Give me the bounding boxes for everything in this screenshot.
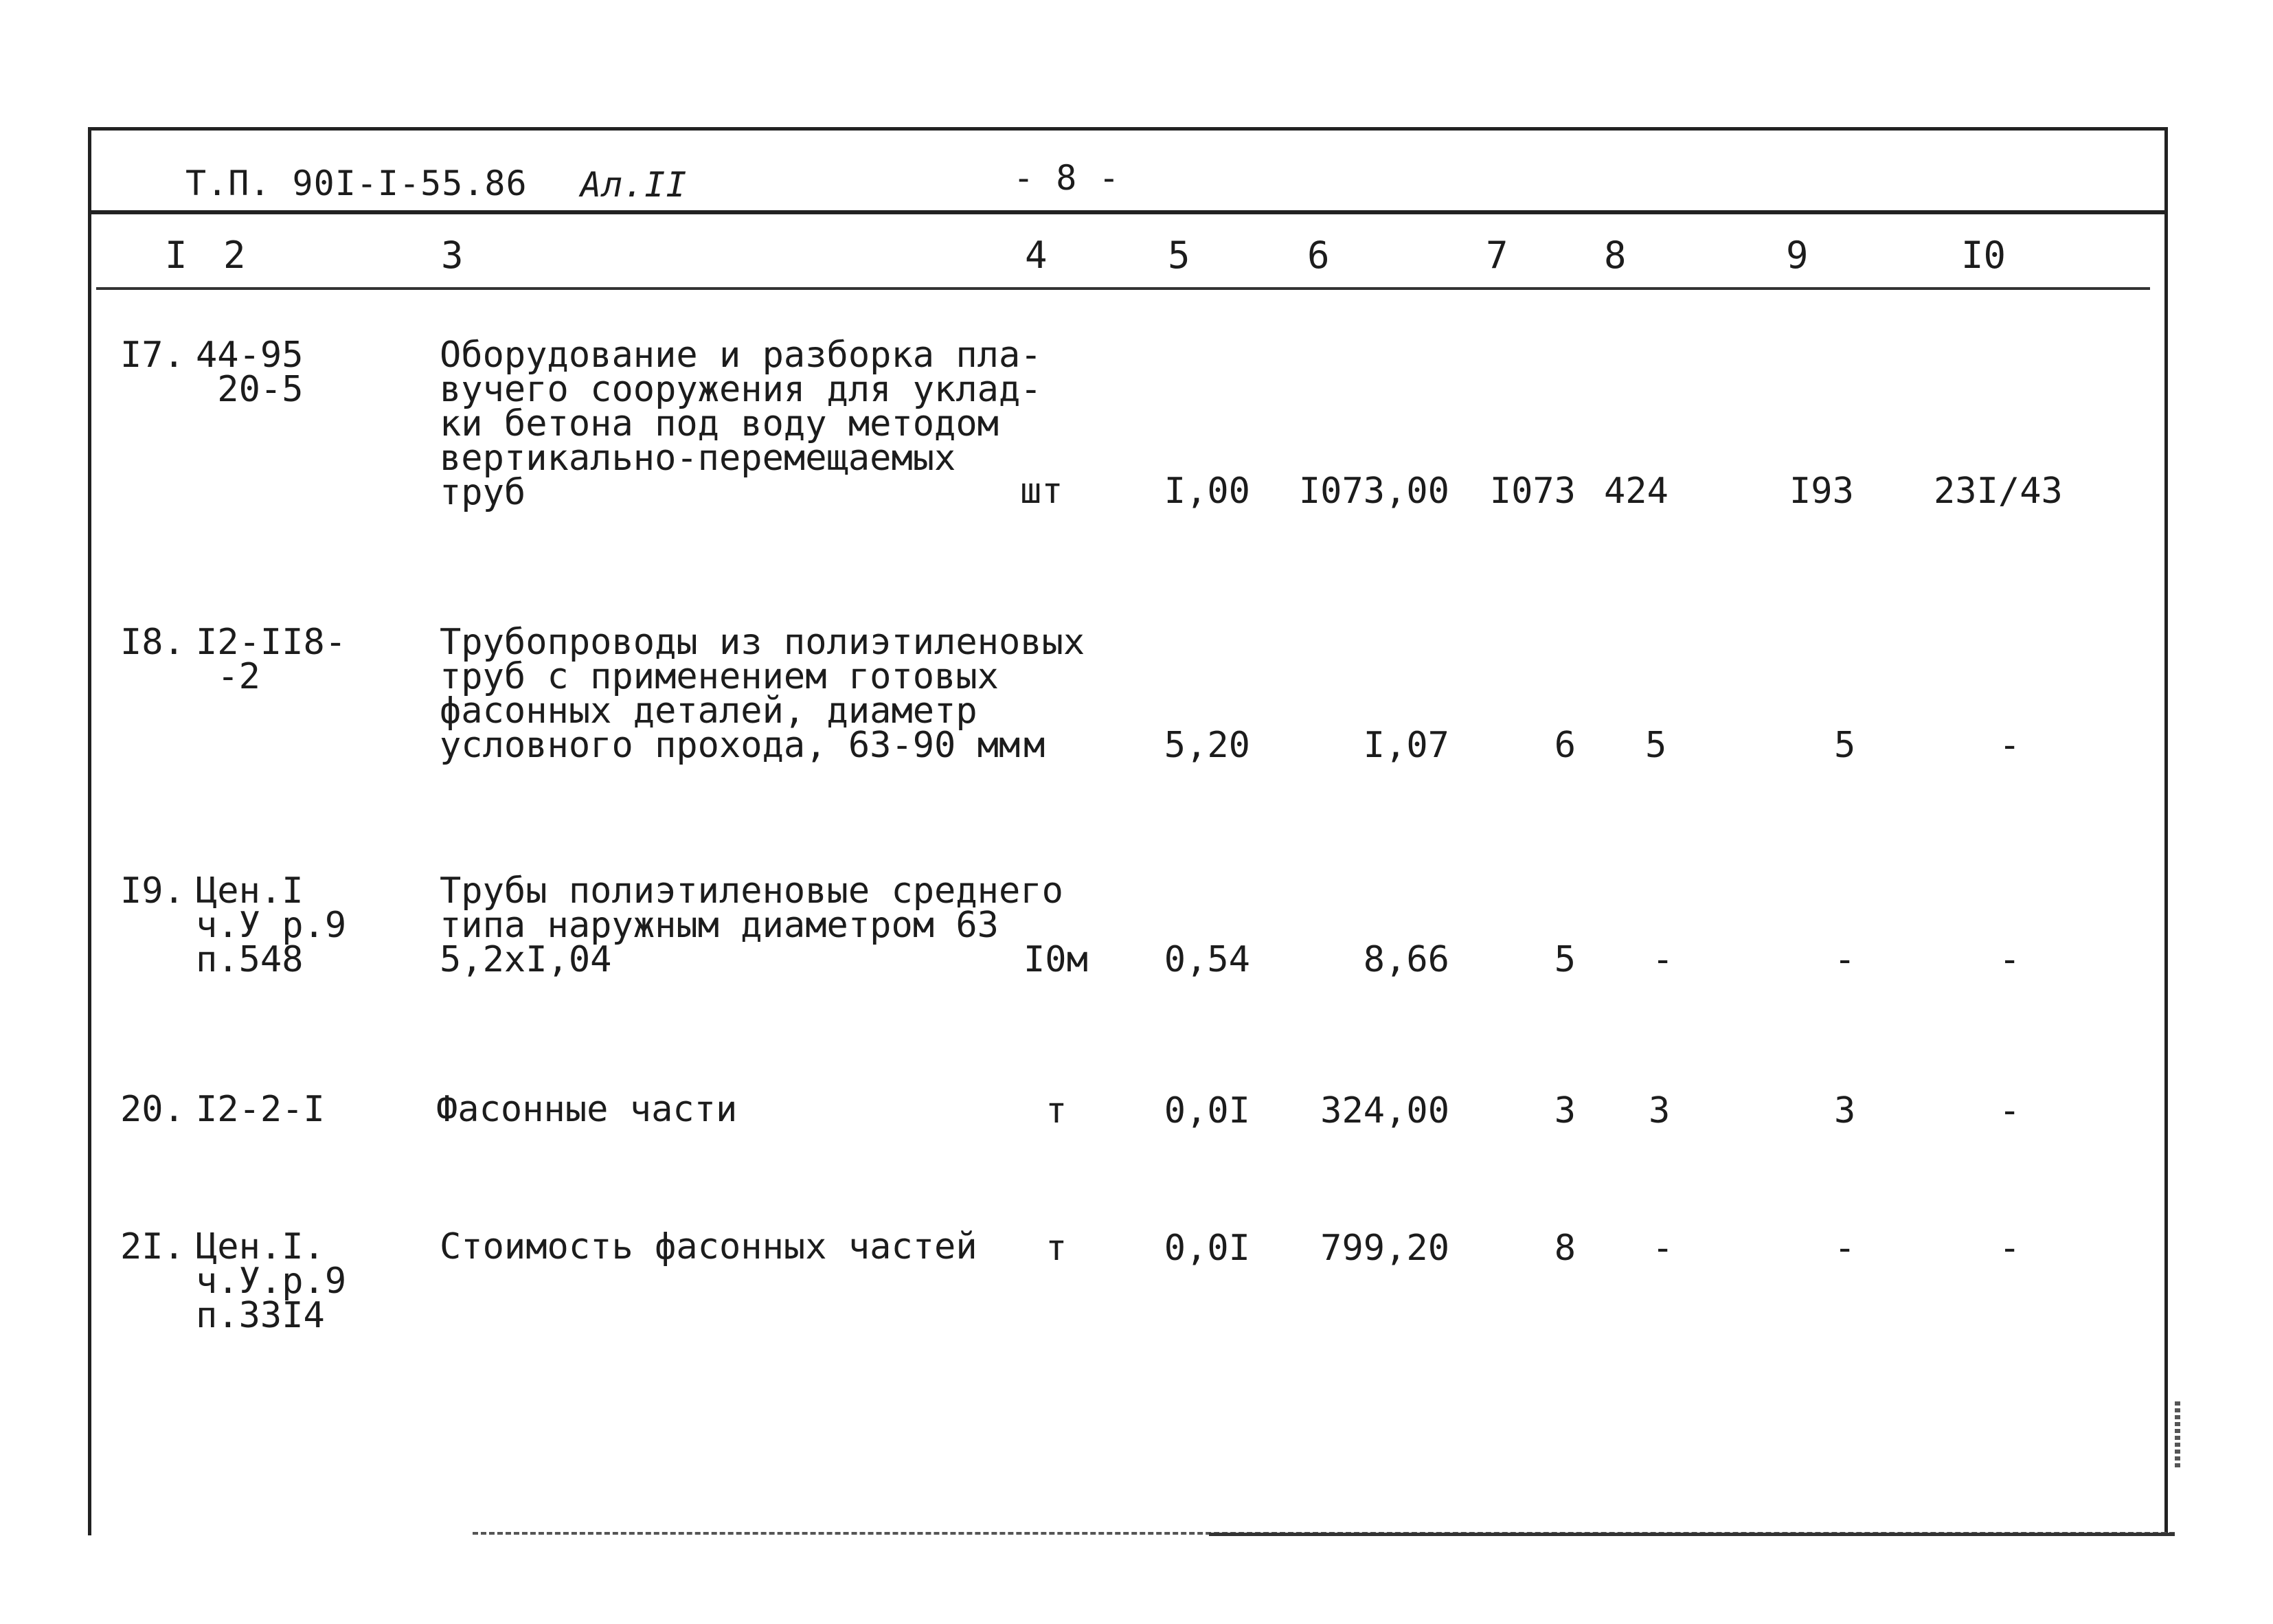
column-number: 9: [1786, 234, 1809, 277]
document-code: Т.П. 90I-I-55.86: [185, 163, 528, 203]
column-10-value: -: [1999, 1228, 2021, 1269]
quantity: I,00: [1164, 471, 1250, 512]
column-9-value: I93: [1789, 471, 1854, 512]
unit-price: 8,66: [1363, 939, 1449, 980]
column-number: 3: [441, 234, 464, 277]
row-number: I8.: [120, 622, 185, 663]
work-description: Трубопроводы из полиэтиленовых труб с применением готовых фасонных деталей, диаметр условного прохода, 63-90 мм: [440, 622, 1085, 766]
page-number: - 8 -: [1013, 158, 1120, 198]
unit: I0м: [1024, 939, 1088, 980]
total-cost: 6: [1554, 725, 1576, 766]
column-9-value: 5: [1834, 725, 1856, 766]
column-9-value: 3: [1834, 1090, 1856, 1131]
row-number: 2I.: [120, 1226, 185, 1267]
total-cost: I073: [1489, 471, 1576, 512]
quantity: 0,0I: [1164, 1228, 1250, 1269]
column-8-value: 424: [1604, 471, 1669, 512]
rate-code: Цен.I. ч.У.р.9 п.33I4: [196, 1226, 347, 1336]
unit: т: [1045, 1228, 1067, 1269]
quantity: 0,54: [1164, 939, 1250, 980]
unit: м: [1024, 725, 1045, 766]
work-description: Оборудование и разборка пла- вучего сооружения для уклад- ки бетона под воду методом вертикально-перемещаемых труб: [440, 335, 1042, 513]
column-number: 7: [1486, 234, 1508, 277]
column-header-divider: [96, 287, 2150, 290]
unit: т: [1045, 1090, 1067, 1131]
work-description: Трубы полиэтиленовые среднего типа наружным диаметром 63 5,2хI,04: [440, 870, 1063, 980]
column-number: 6: [1307, 234, 1330, 277]
header-divider: [88, 210, 2168, 214]
sheet-label: Ал.II: [580, 165, 688, 205]
total-cost: 3: [1554, 1090, 1576, 1131]
total-cost: 5: [1554, 939, 1576, 980]
row-number: I9.: [120, 870, 185, 912]
edge-scan-mark: [2175, 1401, 2180, 1470]
column-number: 4: [1025, 234, 1048, 277]
work-description: Стоимость фасонных частей: [440, 1226, 977, 1267]
unit-price: 799,20: [1320, 1228, 1449, 1269]
column-8-value: -: [1652, 939, 1674, 980]
column-number: 2: [223, 234, 246, 277]
unit-price: 324,00: [1320, 1090, 1449, 1131]
column-9-value: -: [1834, 939, 1856, 980]
column-10-value: -: [1999, 939, 2021, 980]
unit: шт: [1020, 471, 1063, 512]
rate-code: 44-95 20-5: [196, 335, 304, 410]
quantity: 5,20: [1164, 725, 1250, 766]
row-number: I7.: [120, 335, 185, 376]
column-9-value: -: [1834, 1228, 1856, 1269]
column-8-value: 5: [1645, 725, 1667, 766]
bottom-border: [1209, 1533, 2175, 1536]
unit-price: I073,00: [1298, 471, 1449, 512]
column-10-value: -: [1999, 725, 2021, 766]
column-number: 8: [1604, 234, 1627, 277]
column-10-value: -: [1999, 1090, 2021, 1131]
page-frame: [88, 127, 2168, 1535]
column-10-value: 23I/43: [1934, 471, 2063, 512]
column-8-value: -: [1652, 1228, 1674, 1269]
work-description: Фасонные части: [436, 1089, 738, 1130]
rate-code: Цен.I ч.У р.9 п.548: [196, 870, 347, 980]
column-number: I0: [1961, 234, 2006, 277]
unit-price: I,07: [1363, 725, 1449, 766]
row-number: 20.: [120, 1089, 185, 1130]
quantity: 0,0I: [1164, 1090, 1250, 1131]
total-cost: 8: [1554, 1228, 1576, 1269]
rate-code: I2-2-I: [196, 1089, 325, 1130]
column-8-value: 3: [1649, 1090, 1671, 1131]
rate-code: I2-II8- -2: [196, 622, 347, 697]
column-number: 5: [1168, 234, 1190, 277]
column-number: I: [165, 234, 188, 277]
